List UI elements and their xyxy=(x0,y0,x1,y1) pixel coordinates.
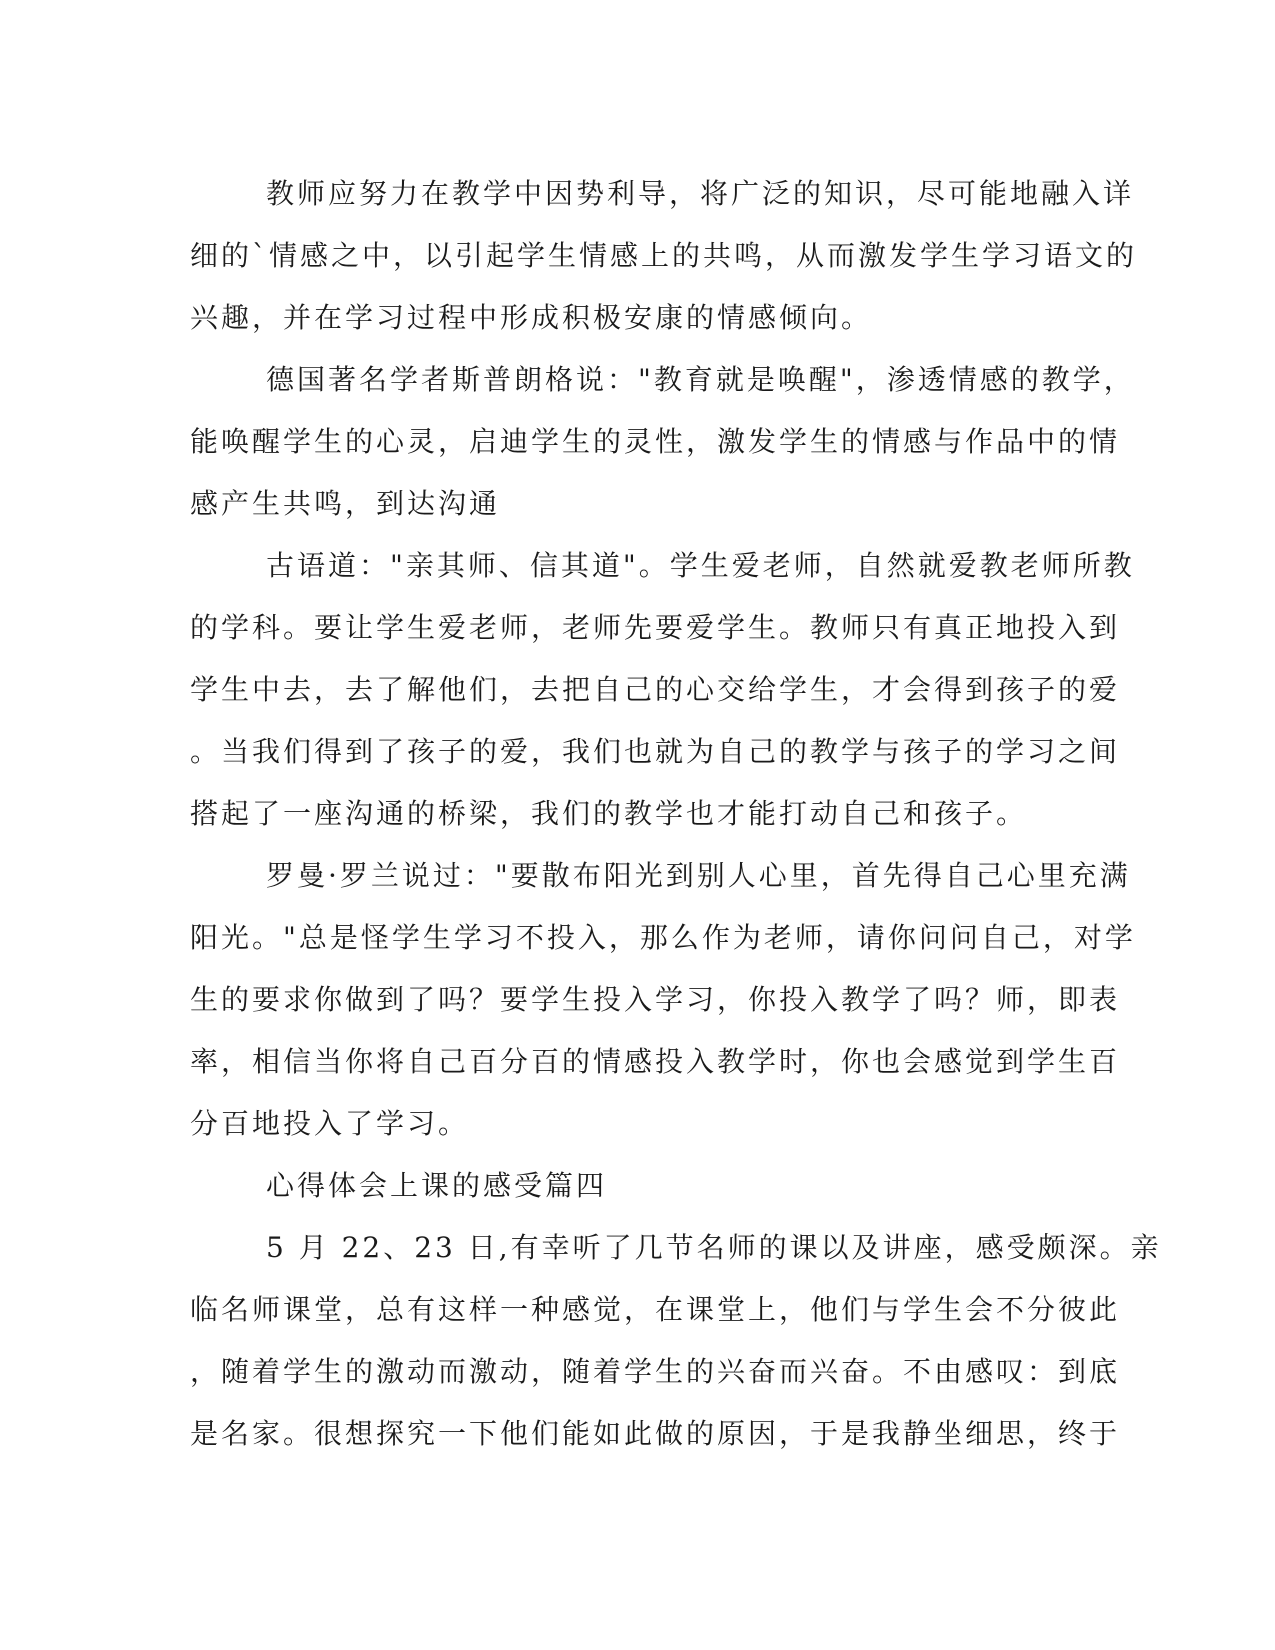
paragraph-3-line-5: 搭起了一座沟通的桥梁，我们的教学也才能打动自己和孩子。 xyxy=(190,797,1028,830)
paragraph-5-line-3: ，随着学生的激动而激动，随着学生的兴奋而兴奋。不由感叹：到底 xyxy=(190,1355,1121,1388)
paragraph-3-line-4: 。当我们得到了孩子的爱，我们也就为自己的教学与孩子的学习之间 xyxy=(190,735,1121,768)
paragraph-5-line-1: 5 月 22、23 日,有幸听了几节名师的课以及讲座，感受颇深。亲 xyxy=(266,1231,1162,1264)
paragraph-1-line-3: 兴趣，并在学习过程中形成积极安康的情感倾向。 xyxy=(190,301,873,334)
paragraph-2-line-3: 感产生共鸣，到达沟通 xyxy=(190,487,501,520)
paragraph-3-line-2: 的学科。要让学生爱老师，老师先要爱学生。教师只有真正地投入到 xyxy=(190,611,1121,644)
paragraph-1-line-1: 教师应努力在教学中因势利导，将广泛的知识，尽可能地融入详 xyxy=(266,177,1135,210)
paragraph-5-line-2: 临名师课堂，总有这样一种感觉，在课堂上，他们与学生会不分彼此 xyxy=(190,1293,1121,1326)
paragraph-5-line-4: 是名家。很想探究一下他们能如此做的原因，于是我静坐细思，终于 xyxy=(190,1417,1121,1450)
paragraph-4-line-5: 分百地投入了学习。 xyxy=(190,1107,470,1140)
section-heading: 心得体会上课的感受篇四 xyxy=(266,1169,608,1202)
document-body xyxy=(190,163,1162,1465)
paragraph-2-line-1: 德国著名学者斯普朗格说："教育就是唤醒"，渗透情感的教学， xyxy=(266,363,1135,396)
paragraph-2-line-2: 能唤醒学生的心灵，启迪学生的灵性，激发学生的情感与作品中的情 xyxy=(190,425,1121,458)
paragraph-4-line-1: 罗曼·罗兰说过："要散布阳光到别人心里，首先得自己心里充满 xyxy=(266,859,1131,892)
paragraph-4-line-3: 生的要求你做到了吗？要学生投入学习，你投入教学了吗？师，即表 xyxy=(190,983,1121,1016)
paragraph-3-line-1: 古语道："亲其师、信其道"。学生爱老师，自然就爱教老师所教 xyxy=(266,549,1135,582)
paragraph-1-line-2: 细的`情感之中，以引起学生情感上的共鸣，从而激发学生学习语文的 xyxy=(190,239,1138,272)
paragraph-3-line-3: 学生中去，去了解他们，去把自己的心交给学生，才会得到孩子的爱 xyxy=(190,673,1121,706)
paragraph-4-line-4: 率，相信当你将自己百分百的情感投入教学时，你也会感觉到学生百 xyxy=(190,1045,1121,1078)
paragraph-4-line-2: 阳光。"总是怪学生学习不投入，那么作为老师，请你问问自己，对学 xyxy=(190,921,1136,954)
